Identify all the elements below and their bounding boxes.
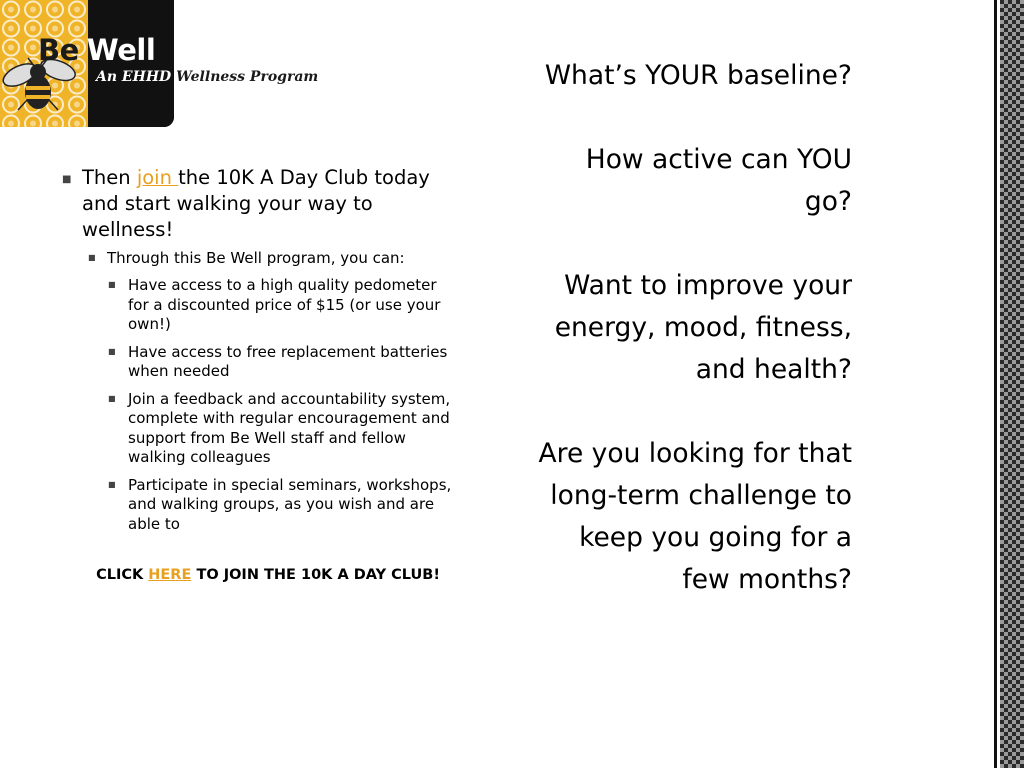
square-bullet-icon: ■ (108, 479, 116, 489)
list-item (108, 343, 458, 382)
bullet-join-before: Then (82, 166, 137, 189)
logo-title-well: Well (86, 33, 156, 67)
bullet-content (58, 165, 458, 587)
be-well-logo (0, 0, 320, 128)
list-item-text: Have access to free replacement batteries when needed (128, 342, 448, 381)
join-link[interactable]: join (136, 166, 179, 189)
list-item-text: Join a feedback and accountability system, complete with regular encouragement and support from Be Well staff and fellow walking colleagues (128, 389, 451, 467)
square-bullet-icon: ■ (62, 174, 72, 185)
logo-subtitle-org: An EHHD (96, 69, 172, 85)
list-item (108, 276, 458, 335)
logo-subtitle (96, 70, 318, 84)
here-link[interactable]: HERE (148, 567, 192, 584)
cta-before: CLICK (96, 567, 149, 584)
program-intro-text: Through this Be Well program, you can: (107, 248, 405, 267)
logo-title-be: Be (38, 33, 79, 67)
list-item-text: Participate in special seminars, workshops, and walking groups, as you wish and are able to (128, 475, 452, 533)
logo-subtitle-program: Wellness Program (176, 69, 319, 85)
square-bullet-icon: ■ (108, 393, 116, 403)
question-how-active: How active can YOU go? (585, 144, 852, 217)
questions-panel (532, 55, 852, 601)
bullet-program-intro (88, 249, 458, 269)
list-item-text: Have access to a high quality pedometer for a discounted price of $15 (or use your own!) (128, 276, 441, 334)
call-to-action (58, 564, 458, 587)
list-item (108, 390, 458, 468)
square-bullet-icon: ■ (108, 280, 116, 290)
square-bullet-icon: ■ (88, 252, 96, 262)
logo-title (38, 33, 156, 67)
question-baseline: What’s YOUR baseline? (544, 60, 852, 91)
bullet-join-club (58, 165, 458, 243)
list-item (108, 476, 458, 535)
question-improve: Want to improve your energy, mood, fitness, and health? (554, 270, 852, 385)
cta-after: TO JOIN THE 10K A DAY CLUB! (191, 567, 440, 584)
square-bullet-icon: ■ (108, 346, 116, 356)
decorative-side-border (988, 0, 1024, 768)
bullet-join-after: the 10K A Day Club today and start walking your way to wellness! (82, 166, 430, 241)
question-challenge: Are you looking for that long-term challenge to keep you going for a few months? (538, 438, 852, 595)
